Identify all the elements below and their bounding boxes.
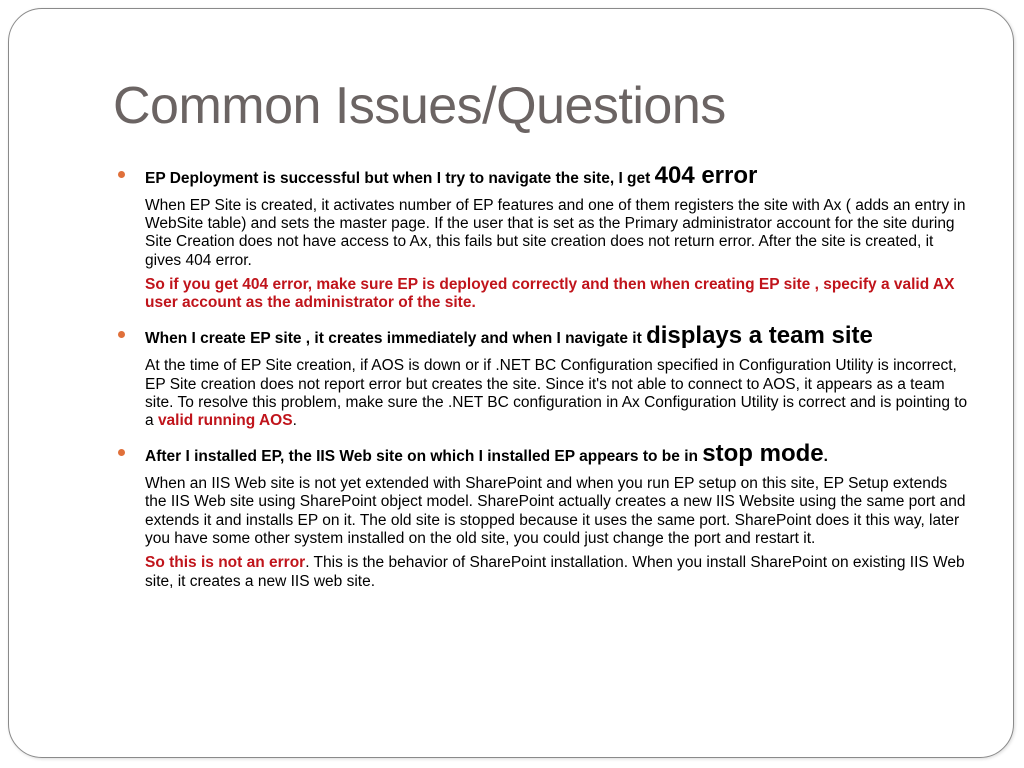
- question-3-text: After I installed EP, the IIS Web site on which I installed EP appears to be in: [145, 448, 703, 466]
- question-2-text: When I create EP site , it creates immediately and when I navigate it: [145, 330, 647, 348]
- answer-3-note-tail: . This is the behavior of SharePoint installation. When you install SharePoint on existing IIS Web site, it creates a new IIS web site.: [145, 554, 965, 590]
- question-1: [118, 162, 968, 191]
- answer-1-highlight: So if you get 404 error, make sure EP is deployed correctly and then when creating EP site , specify a valid AX user account as the administrator of the site.: [145, 275, 955, 312]
- question-1-emphasis: 404 error: [654, 162, 758, 189]
- answer-3: When an IIS Web site is not yet extended with SharePoint and when you run EP setup on this site, EP Setup extends the IIS Web site using SharePoint object model. SharePoint actually creates a new IIS Website using the same port and extends it and installs EP on it. The old site is stopped because it uses the same port. SharePoint does it this way, later you have some other system installed on the old site, you could just change the port and restart it.: [145, 475, 966, 548]
- bullet-icon: [118, 449, 125, 456]
- slide-content: [118, 162, 968, 601]
- question-3: [118, 440, 968, 469]
- answer-2-highlight: valid running AOS: [157, 412, 293, 430]
- question-2: [118, 322, 968, 351]
- answer-2-tail: .: [292, 412, 297, 430]
- question-1-text: EP Deployment is successful but when I try to navigate the site, I get: [145, 170, 655, 187]
- question-3-tail: .: [823, 448, 828, 466]
- bullet-icon: [118, 171, 125, 178]
- answer-2: [145, 357, 968, 430]
- answer-2-text: At the time of EP Site creation, if AOS is down or if .NET BC Configuration specified in Configuration Utility is incorrect, EP Site creation does not report error but creates the site. Since it's not able to connect to AOS, it appears as a team site. To resolve this problem, make sure the .NET BC configuration in Ax Configuration Utility is correct and is pointing to a: [145, 357, 968, 430]
- issue-team-site: [118, 322, 968, 430]
- bullet-icon: [118, 331, 125, 338]
- issue-404-error: [118, 162, 968, 312]
- question-3-emphasis: stop mode: [702, 440, 824, 468]
- slide-title: Common Issues/Questions: [113, 77, 726, 135]
- question-2-emphasis: displays a team site: [646, 322, 873, 350]
- answer-3-highlight: So this is not an error: [145, 554, 306, 572]
- answer-1: When EP Site is created, it activates number of EP features and one of them registers the site with Ax ( adds an entry in WebSite table) and sets the master page. If the user that is set as the Primary administrator account for the site during Site Creation does not have access to Ax, this fails but site creation does not return error. After the site is created, it gives 404 error.: [145, 196, 966, 269]
- issue-stop-mode: [118, 440, 968, 590]
- answer-3-note: [145, 554, 968, 591]
